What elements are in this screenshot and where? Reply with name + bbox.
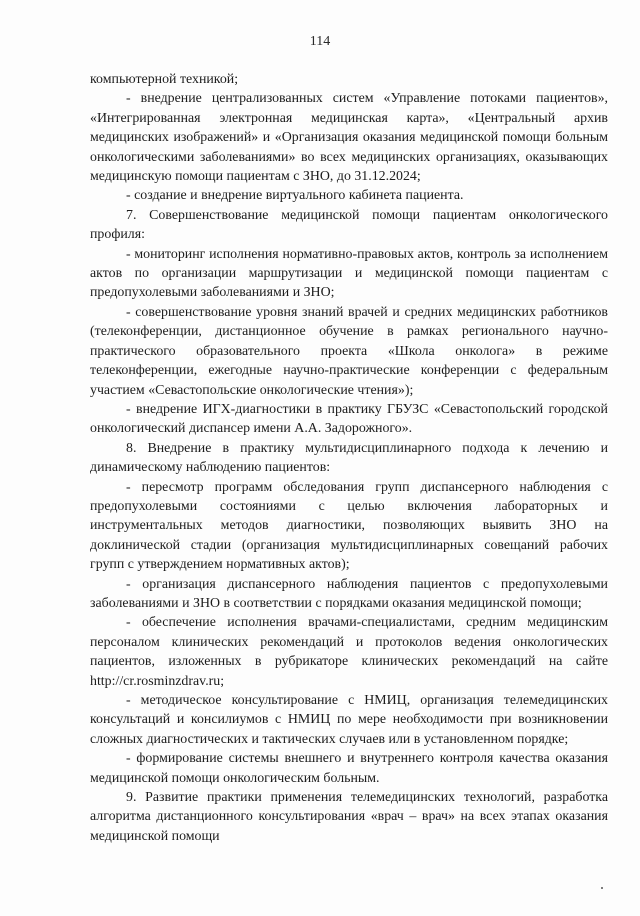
paragraph: компьютерной техникой; — [90, 72, 239, 87]
scan-speck — [601, 887, 603, 889]
paragraph: 7. Совершенствование медицинской помощи пациентам онкологического профиля: — [90, 207, 608, 243]
paragraph: - пересмотр программ обследования групп диспансерного наблюдения с предопухолевыми состояниями с целью включения лабораторных и инструментальных методов диагностики, позволяющих выявить ЗНО на доклинической стадии (организация мультидисциплинарных совещаний рабочих групп с утверждением нормативных актов); — [90, 479, 608, 573]
paragraph: - организация диспансерного наблюдения пациентов с предопухолевыми заболеваниями и ЗНО в соответствии с порядками оказания медицинской помощи; — [90, 576, 608, 611]
document-body — [90, 70, 608, 846]
paragraph: - внедрение ИГХ-диагностики в практику ГБУЗС «Севастопольский городской онкологический диспансер имени А.А. Задорожного». — [90, 401, 608, 437]
paragraph: - внедрение централизованных систем «Управление потоками пациентов», «Интегрированная электронная медицинская карта», «Центральный архив медицинских изображений» и «Организация оказания медицинской помощи больным онкологическими заболеваниями» во всех медицинских организациях, оказывающих медицинскую помощи пациентам с ЗНО, до 31.12.2024; — [90, 91, 608, 185]
paragraph: 8. Внедрение в практику мультидисциплинарного подхода к лечению и динамическому наблюдению пациентов: — [90, 440, 608, 476]
paragraph: - формирование системы внешнего и внутреннего контроля качества оказания медицинской помощи онкологическим больным. — [90, 751, 608, 786]
paragraph: - методическое консультирование с НМИЦ, организация телемедицинских консультаций и консилиумов с НМИЦ по мере необходимости при возникновении сложных диагностических и тактических случаев или в установленном порядке; — [90, 693, 608, 747]
paragraph: - создание и внедрение виртуального кабинета пациента. — [126, 188, 464, 204]
paragraph: - обеспечение исполнения врачами-специалистами, средним медицинским персоналом клинических рекомендаций и протоколов ведения онкологических пациентов, изложенных в рубрикаторе клинических рекомендаций на сайте http://cr.rosminzdrav.ru; — [90, 615, 608, 689]
paragraph: 9. Развитие практики применения телемедицинских технологий, разработка алгоритма дистанционного консультирования «врач – врач» на всех этапах оказания медицинской помощи — [90, 790, 608, 844]
paragraph: - мониторинг исполнения нормативно-правовых актов, контроль за исполнением актов по организации маршрутизации и медицинской помощи пациентам с предопухолевыми заболеваниями и ЗНО; — [90, 246, 608, 301]
page-number: 114 — [309, 34, 331, 49]
paragraph: - совершенствование уровня знаний врачей и средних медицинских работников (телеконференции, дистанционное обучение в рамках регионального научно-практического образовательного проекта «Школа онколога» в режиме телеконференции, ежегодные научно-практические конференции с федеральным участием «Севастопольские онкологические чтения»); — [90, 304, 608, 398]
